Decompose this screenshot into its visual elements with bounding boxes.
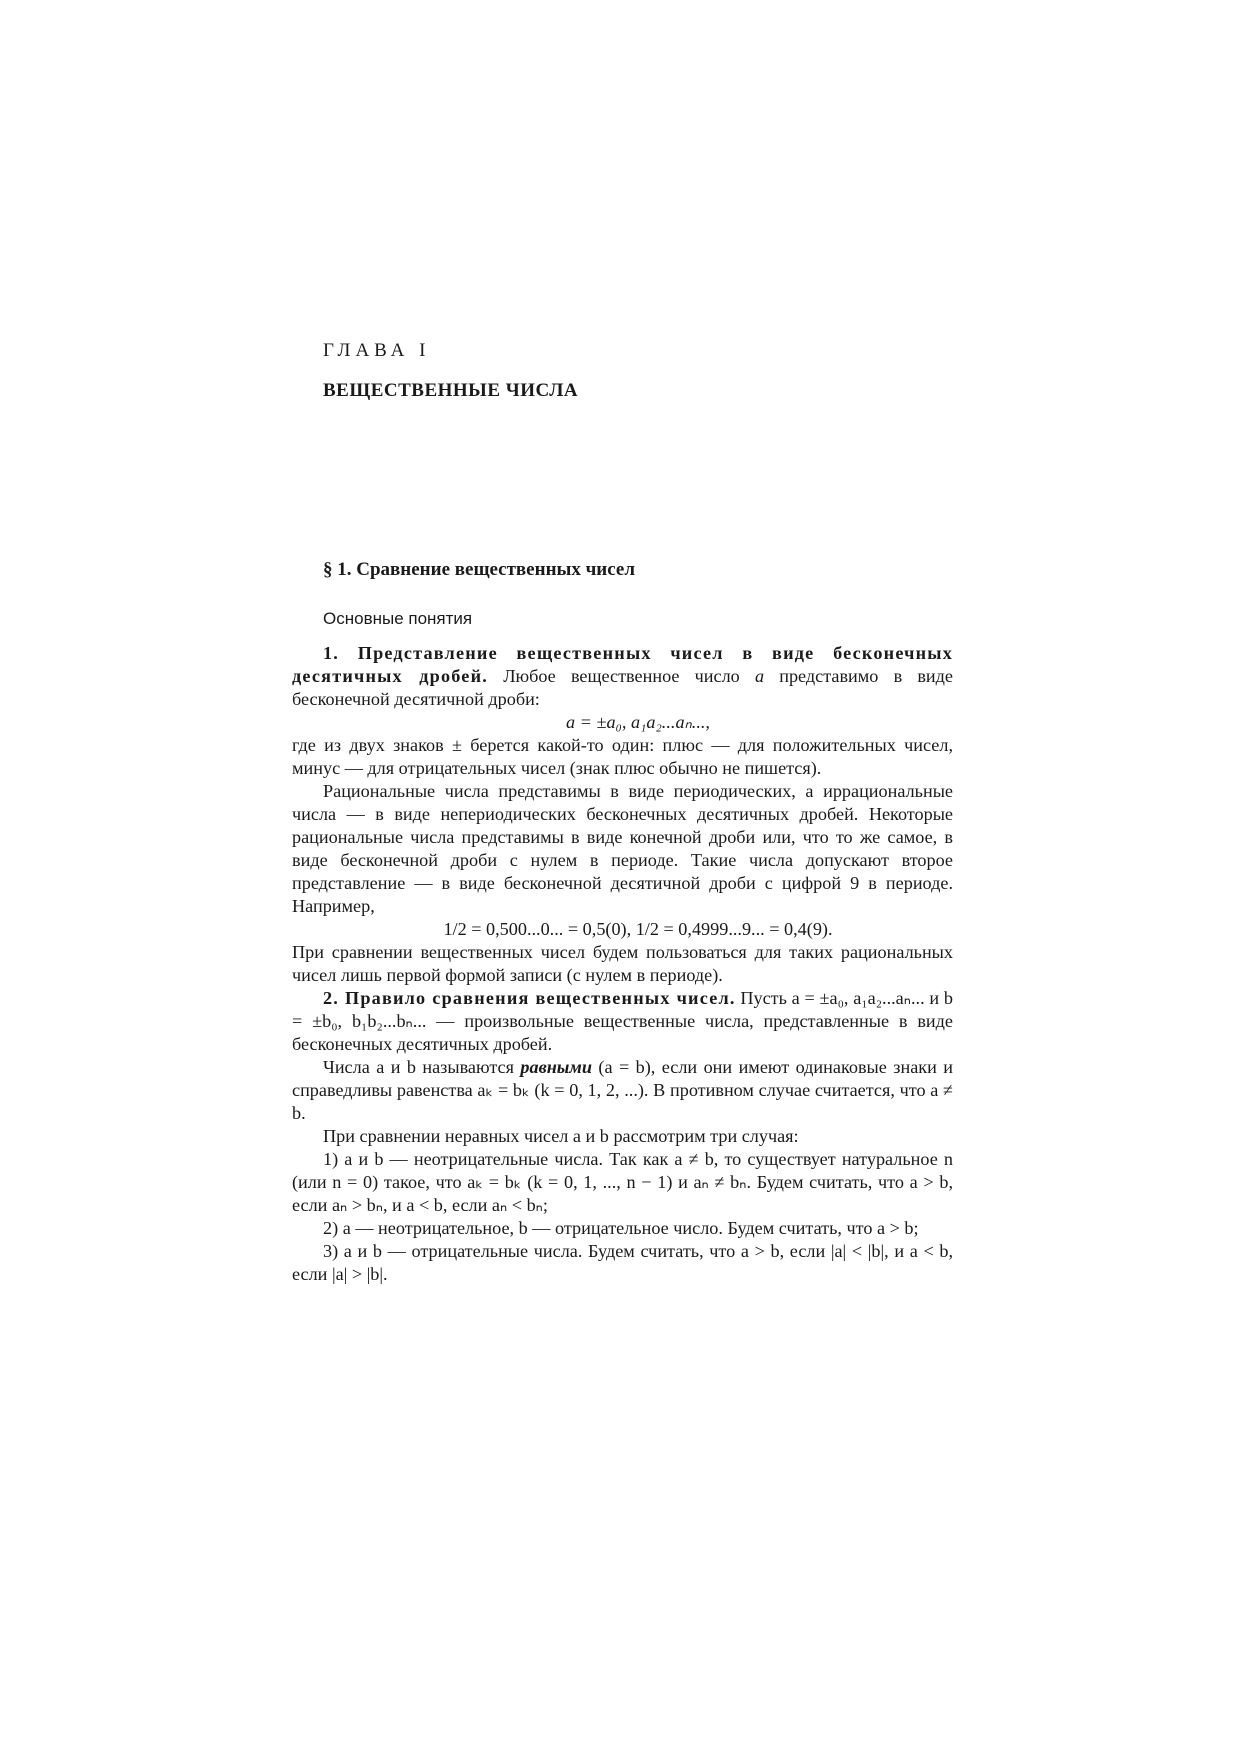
section-title: § 1. Сравнение вещественных чисел	[323, 559, 636, 580]
paragraph-2: где из двух знаков ± берется какой-то один: плюс — для положительных чисел, минус — для отрицательных чисел (знак плюс обычно не пишется).	[292, 735, 953, 778]
formula-1: a = ±a₀, a₁a₂...aₙ...,	[566, 712, 710, 732]
chapter-label: ГЛАВА I	[323, 340, 431, 361]
paragraph-5-text: Пусть a = ±a₀, a₁a₂...aₙ... и b = ±b₀, b₁b₂...bₙ... — произвольные вещественные числа, представленные в виде бесконечных десятичных дробей.	[292, 988, 953, 1054]
formula-2: 1/2 = 0,500...0... = 0,5(0), 1/2 = 0,4999...9... = 0,4(9).	[443, 919, 833, 939]
paragraph-3: Рациональные числа представимы в виде периодических, а иррациональные числа — в виде непериодических бесконечных десятичных дробей. Некоторые рациональные числа представимы в виде конечной дроби или, что то же самое, в виде бесконечной дроби с нулем в периоде. Такие числа допускают второе представление — в виде бесконечной десятичной дроби с цифрой 9 в периоде. Например,	[292, 781, 953, 916]
paragraph-10: 3) a и b — отрицательные числа. Будем считать, что a > b, если |a| < |b|, и a < b, если |a| > |b|.	[292, 1241, 953, 1284]
paragraph-6-emphasis: равными	[520, 1057, 592, 1077]
paragraph-6-text-b: (a = b), если они имеют одинаковые знаки и справедливы равенства aₖ = bₖ (k = 0, 1, 2, ...). В противном случае считается, что a ≠ b.	[292, 1057, 953, 1123]
paragraph-1	[292, 642, 953, 711]
paragraph-6	[292, 1056, 953, 1125]
paragraph-5	[292, 987, 953, 1056]
paragraph-1-text-b: представимо в виде бесконечной десятичной дроби:	[292, 666, 953, 709]
paragraph-8: 1) a и b — неотрицательные числа. Так как a ≠ b, то существует натуральное n (или n = 0) такое, что aₖ = bₖ (k = 0, 1, ..., n − 1) и aₙ ≠ bₙ. Будем считать, что a > b, если aₙ > bₙ, и a < b, если aₙ < bₙ;	[292, 1149, 953, 1215]
paragraph-1-var: a	[754, 666, 765, 686]
paragraph-1-text-a: Любое вещественное число	[488, 666, 755, 686]
paragraph-6-text-a: Числа a и b называются	[323, 1057, 521, 1077]
chapter-title: ВЕЩЕСТВЕННЫЕ ЧИСЛА	[323, 380, 579, 401]
subsection-title: Основные понятия	[323, 609, 473, 628]
paragraph-1-heading: 1. Представление вещественных чисел в виде бесконечных десятичных дробей.	[292, 643, 953, 686]
paragraph-7: При сравнении неравных чисел a и b рассмотрим три случая:	[323, 1126, 799, 1146]
paragraph-5-heading: 2. Правило сравнения вещественных чисел.	[323, 988, 736, 1008]
paragraph-9: 2) a — неотрицательное, b — отрицательное число. Будем считать, что a > b;	[323, 1218, 919, 1238]
paragraph-4: При сравнении вещественных чисел будем пользоваться для таких рациональных чисел лишь первой формой записи (с нулем в периоде).	[292, 942, 953, 985]
body-text	[292, 642, 953, 1286]
